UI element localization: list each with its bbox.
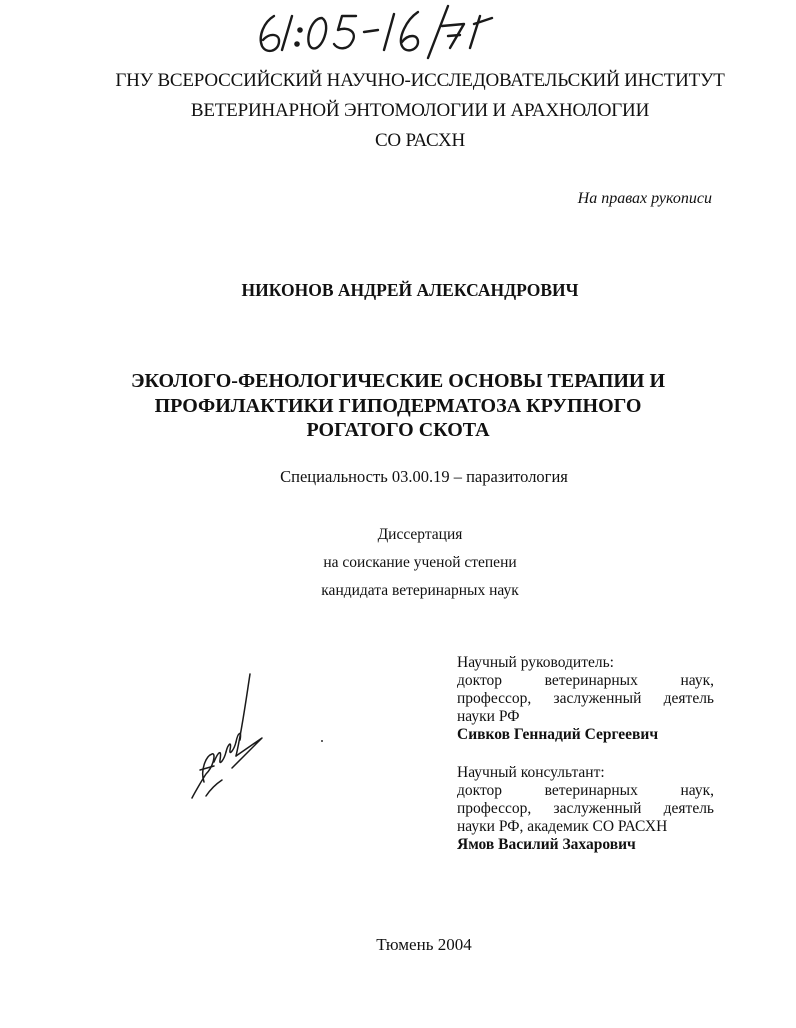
supervisor-name: Сивков Геннадий Сергеевич	[457, 726, 659, 743]
dissertation-line-2: на соискание ученой степени	[323, 554, 517, 571]
supervisor-degree: доктор ветеринарных наук,	[457, 672, 714, 689]
supervisor-block	[457, 654, 714, 744]
supervisor-role: Научный руководитель:	[457, 654, 614, 671]
consultant-name: Ямов Василий Захарович	[457, 836, 636, 853]
handwritten-signature	[186, 670, 270, 802]
manuscript-rights-note: На правах рукописи	[577, 190, 712, 207]
dissertation-line-1: Диссертация	[377, 526, 463, 543]
handwritten-archive-number	[252, 2, 512, 62]
title-line-3: РОГАТОГО СКОТА	[306, 419, 490, 441]
supervisor-title: профессор, заслуженный деятель	[457, 690, 714, 707]
title-line-1: ЭКОЛОГО-ФЕНОЛОГИЧЕСКИЕ ОСНОВЫ ТЕРАПИИ И	[130, 370, 666, 392]
dissertation-line-3: кандидата ветеринарных наук	[321, 582, 519, 599]
dissertation-title	[0, 369, 796, 443]
consultant-block	[457, 764, 714, 854]
scan-speck	[321, 740, 323, 742]
consultant-degree: доктор ветеринарных наук,	[457, 782, 714, 799]
institute-line-2: ВЕТЕРИНАРНОЙ ЭНТОМОЛОГИИ И АРАХНОЛОГИИ	[190, 100, 650, 121]
consultant-title: профессор, заслуженный деятель	[457, 800, 714, 817]
title-line-2: ПРОФИЛАКТИКИ ГИПОДЕРМАТОЗА КРУПНОГО	[154, 394, 642, 417]
institute-line-3: СО РАСХН	[374, 130, 466, 151]
specialty: Специальность 03.00.19 – паразитология	[280, 467, 568, 486]
city-year: Тюмень 2004	[376, 935, 472, 954]
author-name: НИКОНОВ АНДРЕЙ АЛЕКСАНДРОВИЧ	[241, 280, 579, 300]
consultant-title-cont: науки РФ, академик СО РАСХН	[457, 818, 668, 835]
supervisor-title-cont: науки РФ	[457, 708, 520, 725]
institute-line-1: ГНУ ВСЕРОССИЙСКИЙ НАУЧНО-ИССЛЕДОВАТЕЛЬСКИЙ ИНСТИТУТ	[115, 70, 725, 91]
consultant-role: Научный консультант:	[457, 764, 605, 781]
